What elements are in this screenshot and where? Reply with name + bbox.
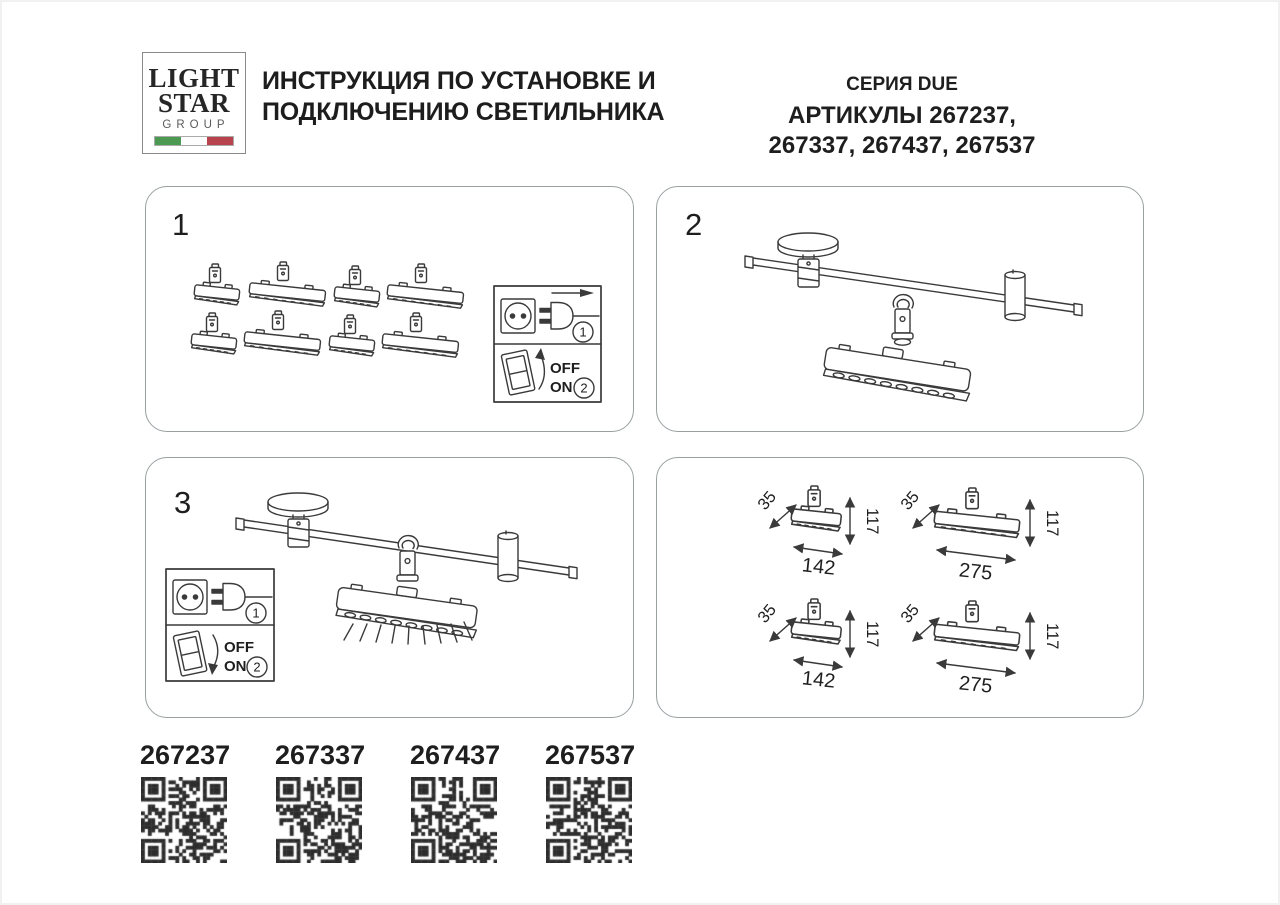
logo-text-star: STAR bbox=[157, 88, 231, 118]
qr-label: 267437 bbox=[410, 740, 501, 770]
svg-text:35: 35 bbox=[897, 487, 923, 514]
articles-line-2: 267337, 267437, 267537 bbox=[768, 132, 1036, 159]
title-line-1: ИНСТРУКЦИЯ ПО УСТАНОВКЕ И bbox=[262, 67, 656, 95]
plug-step-number: 1 bbox=[579, 324, 587, 340]
switch-step-number: 2 bbox=[253, 659, 261, 675]
qr-label: 267537 bbox=[545, 740, 636, 770]
svg-text:275: 275 bbox=[957, 559, 994, 585]
switch-step-number: 2 bbox=[580, 380, 588, 396]
qr-group-267537 bbox=[545, 740, 636, 863]
title-line-2: ПОДКЛЮЧЕНИЮ СВЕТИЛЬНИКА bbox=[262, 98, 665, 126]
qr-code bbox=[546, 777, 632, 863]
on-label: ON bbox=[224, 658, 247, 675]
step-1-panel bbox=[145, 186, 634, 432]
logo-text-light: LIGHT bbox=[148, 63, 240, 93]
qr-label: 267337 bbox=[275, 740, 366, 770]
qr-code bbox=[276, 777, 362, 863]
svg-text:117: 117 bbox=[863, 508, 881, 535]
track-rail-icon bbox=[745, 256, 1082, 316]
series-label: СЕРИЯ DUE bbox=[846, 74, 958, 95]
step-2-illustration bbox=[657, 187, 1143, 431]
page-title bbox=[262, 66, 702, 128]
on-label: ON bbox=[550, 379, 573, 396]
svg-text:35: 35 bbox=[754, 600, 780, 627]
track-adapter-icon bbox=[397, 536, 418, 581]
plug-step-number: 1 bbox=[252, 605, 260, 621]
svg-text:142: 142 bbox=[800, 667, 837, 693]
step-3-panel bbox=[145, 457, 634, 718]
svg-text:117: 117 bbox=[1043, 510, 1061, 537]
ceiling-mount-icon bbox=[778, 233, 838, 287]
dimensions-illustration bbox=[657, 458, 1143, 717]
articles-line-1: АРТИКУЛЫ 267237, bbox=[788, 102, 1016, 129]
step-3-illustration bbox=[146, 458, 633, 717]
svg-text:142: 142 bbox=[800, 554, 837, 580]
step-2-panel bbox=[656, 186, 1144, 432]
dimensions-panel bbox=[656, 457, 1144, 718]
italian-flag-bar bbox=[154, 136, 234, 146]
power-connection-box bbox=[494, 286, 601, 402]
svg-text:117: 117 bbox=[863, 621, 881, 648]
logo-text-group: GROUP bbox=[162, 119, 230, 131]
dimension-figure-275-b bbox=[897, 601, 1061, 698]
qr-group-267237 bbox=[140, 740, 231, 863]
step-1-illustration bbox=[146, 187, 633, 431]
qr-label: 267237 bbox=[140, 740, 231, 770]
off-label: OFF bbox=[550, 360, 580, 377]
step-1-number: 1 bbox=[172, 207, 190, 242]
track-connector-icon bbox=[498, 531, 518, 582]
dimension-figure-142-a bbox=[754, 486, 881, 580]
lightstar-logo bbox=[142, 52, 246, 154]
qr-group-267337 bbox=[275, 740, 366, 863]
articles-list bbox=[702, 101, 1102, 161]
fixtures-set-icon bbox=[190, 262, 464, 357]
qr-code bbox=[411, 777, 497, 863]
track-light-icon bbox=[822, 338, 975, 401]
svg-text:117: 117 bbox=[1043, 623, 1061, 650]
qr-code bbox=[141, 777, 227, 863]
svg-text:35: 35 bbox=[897, 600, 923, 627]
track-light-icon bbox=[335, 578, 481, 638]
ceiling-mount-icon bbox=[268, 493, 328, 547]
step-2-number: 2 bbox=[685, 207, 703, 242]
off-label: OFF bbox=[224, 639, 254, 656]
svg-text:35: 35 bbox=[754, 487, 780, 514]
step-3-number: 3 bbox=[174, 485, 192, 520]
svg-text:275: 275 bbox=[957, 672, 994, 698]
qr-group-267437 bbox=[410, 740, 501, 863]
dimension-figure-142-b bbox=[754, 599, 881, 693]
track-adapter-icon bbox=[892, 295, 913, 346]
track-connector-icon bbox=[1005, 270, 1025, 321]
dimension-figure-275-a bbox=[897, 488, 1061, 585]
power-connection-box bbox=[166, 569, 274, 681]
